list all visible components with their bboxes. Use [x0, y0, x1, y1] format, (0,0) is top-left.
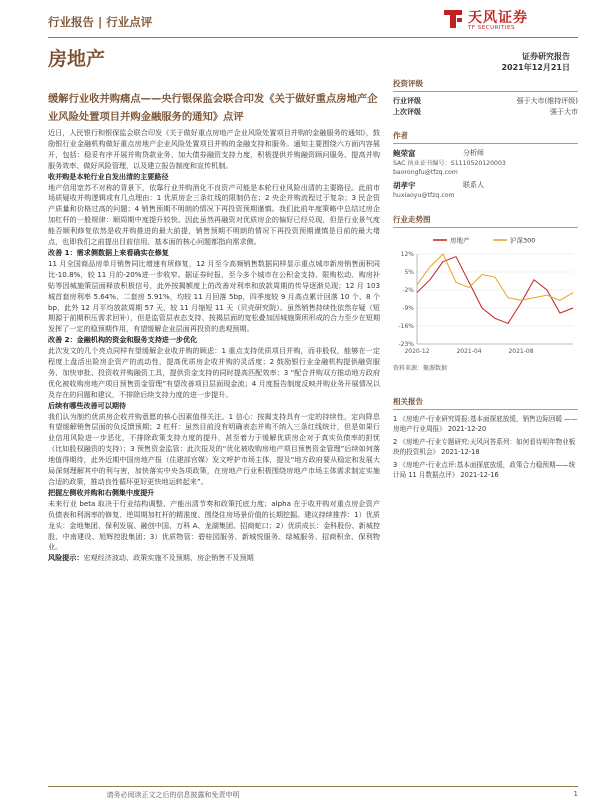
body-paragraph: 地产信用宽苏不对称的背景下，依靠行业并购消化不良资产可能是本轮行业风险出清的主要路径。此前市场质疑收并购逻辑或有几点理由：1 优质房企三条红线的限制仍在；2 央企并购流程过于复杂；3 民企资产质量和价格过高的问题；4 销售预期不明朗的情况下再投资预期谨慎。我们此前年度策略中总结过房企加杠杆的一般规律：顺周期中度提升较快。因此虽然再融资对优质房企的偏好已经兑现，但是行业景气度能否顺利修复依然是收并购推进的最大前提，销售预期不明朗的情况下再投资预期谨慎是目前的最大堵点，也即我们之前提出目前信用、基本面的核心问题都指向需求侧。 — [48, 182, 380, 247]
risk-text: 宏观经济波动、政策实施不及预期、房企销售不及预期 — [83, 553, 254, 563]
sector-title: 房地产 — [48, 48, 106, 70]
related-report-item[interactable]: 1 《房地产-行业研究周报:基本面探底放缓，销售边际回暖 ——房地产行业周报》 2021-12-20 — [393, 415, 578, 433]
rating-table — [393, 96, 578, 118]
body-paragraph: 我们认为制约优质房企收并购意愿的核心因素值得关注。1 信心：按揭支持具有一定的持续性，定向降息有望缓解销售层面的负反馈预期；2 杠杆：虽然目前没有明确表态并购不纳入三条红线统计，但是如果行业信用风险进一步恶化，不排除政策支持力度的提升，甚至着力于缓解优质房企对于真实负债率的担忧（比如股权融资的支持）；3 预售资金监管：此次报及的“优化被收购房地产项目预售资金管理”后续如何落地值得期待，此外近期中国房地产报（住建部官媒）发文呼护市场主体，提及“地方政府要从稳定和发展大局深刻理解其中的利与害，加快落实中央各项政策，在房地产行业积极围绕房地产市场主体需求制定实施合适的政策，推动良性循环更好更快地运转起来”。 — [48, 411, 380, 486]
headline: 缓解行业收并购痛点——央行银保监会联合印发《关于做好重点房地产企业风险处置项目并购金融服务的通知》点评 — [48, 93, 378, 123]
logo-icon — [442, 8, 464, 30]
author-name: 鲍荣富 — [393, 149, 416, 158]
x-tick-label: 2020-12 — [404, 348, 430, 355]
report-category: 行业报告 | 行业点评 — [48, 15, 153, 29]
sidebar — [393, 78, 578, 483]
chart-source: 资料来源：聚源数据 — [393, 365, 448, 372]
trend-chart-svg — [393, 232, 578, 362]
body-paragraph: 未来行业 beta 取决于行业结构调整、产能出清节奏和政策托底力度；alpha 在于收并购对重点房企资产负债表和利润率的修复、逆周期加杠杆的精准度、围绕住房场景价值的长期挖掘。建议持续推荐：1）优质龙头：金地集团、保利发展、融创中国、万科 A、龙湖集团、招商蛇口；2）优质成长：金科股份、新城控股、中南建设、旭辉控股集团；3）优质物管：碧桂园服务、新城悦服务、绿城服务、招商积余、保利物业。 — [48, 498, 380, 552]
rating-row — [393, 96, 578, 107]
related-heading: 相关报告 — [393, 396, 578, 410]
author-role: 分析师 — [463, 149, 484, 157]
x-tick-label: 2021-08 — [508, 348, 534, 355]
risk-label: 风险提示： — [48, 553, 84, 563]
rating-value: 强于大市(维持评级) — [516, 97, 578, 105]
y-tick-label: 12% — [400, 251, 414, 258]
y-tick-label: -9% — [402, 305, 414, 312]
body-paragraph: 近日，人民银行和银保监会联合印发《关于做好重点房地产企业风险处置项目并购的金融服务的通知》，鼓励银行业金融机构做好重点房地产企业风险处置项目并购的金融支持和服务。通知主要围绕六方面内容展开，包括：稳妥有序开展并购贷款业务、加大债券融资支持力度、积极提供并购融资顾问服务、提高并购服务效率、做好风险管理，以及建立报告制度和宣传机制。 — [48, 128, 380, 170]
trend-heading: 行业走势图 — [393, 214, 578, 228]
rating-row — [393, 107, 578, 118]
rating-label: 上次评级 — [393, 108, 421, 116]
legend-label: 沪深300 — [510, 236, 536, 245]
header-divider — [48, 37, 578, 38]
y-tick-label: -16% — [398, 323, 414, 330]
report-type: 证券研究报告 — [522, 52, 570, 61]
body-paragraph: 此次发文的几个亮点同样有望缓解企业收并购的顾虑：1 重点支持优质项目并购，而非股权，能够在一定程度上盘活出险房企资产的流动性，提高优质房企收并购的灵活度；2 鼓励银行业金融机构提供融资服务、加快审批、投资收并购融资工具，提供资金支持的同时提高匹配效率；3 “配合并购双方推动地方政府优化被收购房地产项目预售资金管理”有望改善项目层面现金流；4 月度报告制度反映并购业务开展情况以及存在的问题和建议，不排除后续支持力度的进一步提升。 — [48, 346, 380, 399]
page-number: 1 — [573, 790, 578, 798]
logo — [442, 2, 570, 36]
author-block — [393, 148, 578, 177]
trend-chart — [393, 232, 578, 362]
section-subheading: 改善 2：金融机构的资金和服务支持进一步优化 — [48, 335, 198, 345]
y-tick-label: -23% — [398, 341, 414, 348]
footer-disclaimer: 请务必阅读正文之后的信息披露和免责申明 — [106, 791, 240, 799]
y-tick-label: 5% — [404, 269, 414, 276]
rating-value: 强于大市 — [550, 108, 578, 116]
author-cert: SAC 执业证书编号：S1110520120003 — [393, 160, 506, 167]
report-date: 2021年12月21日 — [501, 63, 570, 72]
authors-heading: 作者 — [393, 130, 578, 144]
section-subheading: 收并购是本轮行业自发出清的主要路径 — [48, 171, 169, 181]
rating-heading: 投资评级 — [393, 78, 578, 92]
series-line — [417, 254, 573, 300]
author-email[interactable]: baorongfu@tfzq.com — [393, 169, 458, 176]
logo-subtext: TF SECURITIES — [468, 25, 515, 31]
section-subheading: 把握左侧收并购和右侧集中度提升 — [48, 487, 155, 497]
body-paragraph: 11 月全国商品房单月销售同比增速有所修复，12 月至今高频销售数据同样显示重点城市新房销售面积同比-10.8%，较 11 月的-20%进一步收窄。据证券时报，至今多个城市在公积金支持、限购松动、购房补贴等因城施策层面释放积极信号，此外按揭额度上的改善对利率和放款周期的传导逐渐兑现；12 月 103 城首套房利率 5.64%、二套房 5.91%，均较 11 月回落 5bp，四季度较 9 月高点累计回落 10 个、8 个 bp，此外 12 月平均放款周期 57 天，较 11 月缩短 11 天（贝壳研究院）。虽然销售持续性依然存疑（短期源于前期积压需求回补），但是监管层表态支持、按揭层面的宽松叠加因城施策所形成的合力至少在短期发挥了一定的稳预期作用，有望缓解企业层面再投资的悲观预期。 — [48, 258, 380, 334]
footer-divider — [48, 786, 578, 787]
risk-warning — [48, 553, 380, 564]
legend-label: 房地产 — [450, 236, 470, 245]
author-role: 联系人 — [463, 181, 484, 189]
y-tick-label: -2% — [402, 287, 414, 294]
logo-text: 天风证券 — [468, 10, 528, 26]
author-block — [393, 180, 578, 200]
related-report-item[interactable]: 2 《房地产-行业专题研究:天风问答系列：如何看待明年物业板块的投资机会》 2021-12-18 — [393, 438, 576, 456]
section-subheading: 改善 1：需求侧数据上来看确实在修复 — [48, 247, 169, 257]
section-subheading: 后续有哪些改善可以期待 — [48, 400, 127, 410]
rating-label: 行业评级 — [393, 97, 421, 105]
author-email[interactable]: huxiaoyu@tfzq.com — [393, 192, 455, 199]
author-name: 胡孝宇 — [393, 181, 416, 190]
related-report-item[interactable]: 3 《房地产-行业点评:基本面探底放缓，政策合力稳预期——统计局 11 月数据点评》 2021-12-16 — [393, 461, 576, 479]
x-tick-label: 2021-04 — [456, 348, 482, 355]
report-body — [48, 128, 380, 564]
